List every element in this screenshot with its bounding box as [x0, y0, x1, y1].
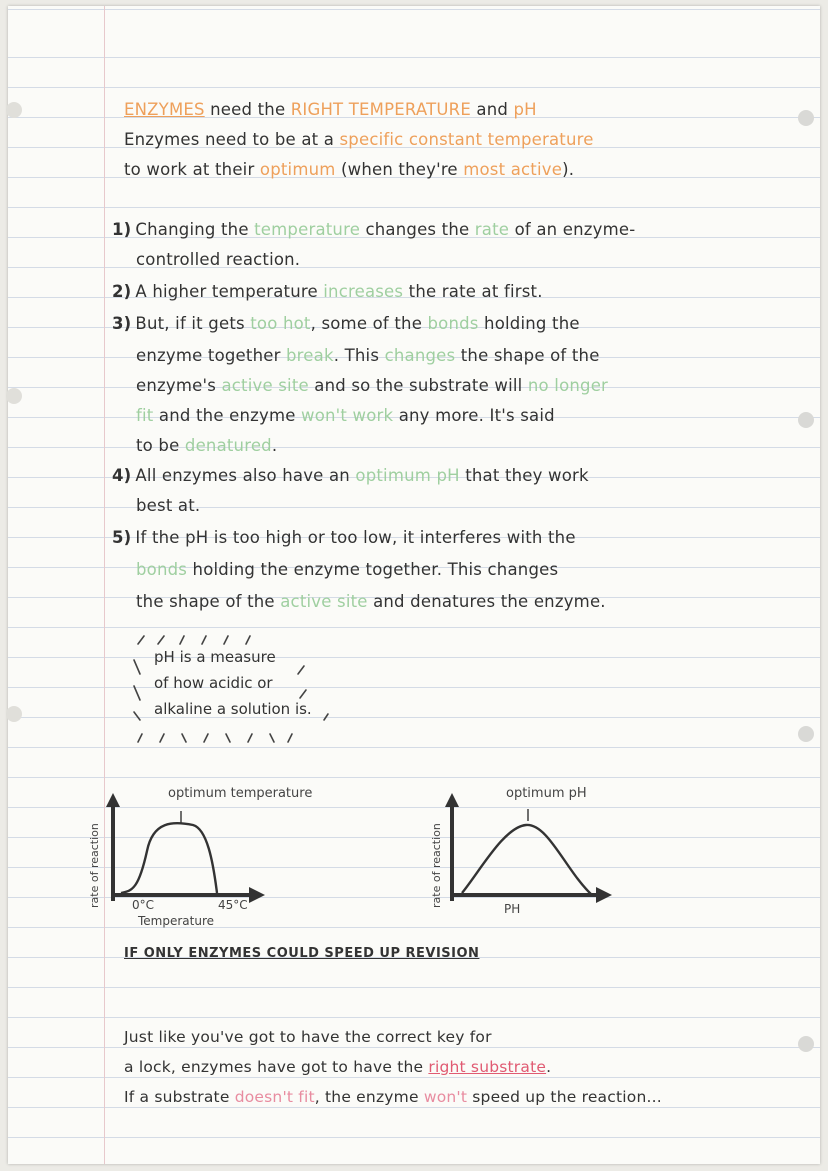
- point-highlight: no longer: [527, 376, 609, 395]
- notebook-page: [8, 6, 820, 1164]
- footer-line-2: [124, 1058, 790, 1076]
- intro-line-1: [124, 130, 790, 149]
- title-right-temperature: RIGHT TEMPERATURE: [290, 100, 471, 119]
- point-text: of an enzyme-: [509, 220, 636, 239]
- footer-text: speed up the reaction...: [467, 1088, 662, 1106]
- title-ph: pH: [513, 100, 537, 119]
- point-highlight: rate: [474, 220, 510, 239]
- intro-text: ).: [562, 160, 575, 179]
- title-enzymes: ENZYMES: [124, 100, 205, 119]
- point-text: the shape of the: [136, 592, 281, 611]
- footer-highlight: doesn't fit: [234, 1088, 315, 1106]
- graph-ph-curve: [462, 825, 592, 895]
- binder-ring: [798, 726, 814, 742]
- point-highlight: active site: [280, 592, 368, 611]
- binder-ring: [798, 110, 814, 126]
- footer-heading: [124, 946, 790, 961]
- intro-highlight: most active: [463, 160, 563, 179]
- intro-text: to work at their: [124, 160, 260, 179]
- point-text: If the pH is too high or too low, it interferes with the: [135, 528, 576, 547]
- point-number: 5): [112, 528, 132, 547]
- footer-text: If a substrate: [124, 1088, 235, 1106]
- graph-ph-xlabel: PH: [504, 902, 521, 916]
- footer-line-3: [124, 1088, 790, 1106]
- footer-highlight: won't: [423, 1088, 468, 1106]
- point-highlight: too hot: [250, 314, 311, 333]
- punch-hole: [6, 706, 22, 722]
- point-3-line-3: [136, 376, 790, 395]
- point-text: changes the: [360, 220, 475, 239]
- point-highlight: changes: [384, 346, 456, 365]
- graph-ph-ylabel: rate of reaction: [430, 823, 443, 908]
- point-1-line-1: [112, 220, 790, 239]
- graph-temp-y-arrow: [106, 793, 120, 807]
- intro-text: (when they're: [335, 160, 464, 179]
- margin-line: [104, 6, 105, 1164]
- footer-line-1: [124, 1028, 790, 1046]
- point-text: that they work: [459, 466, 589, 485]
- footer-text: the correct key: [344, 1028, 465, 1046]
- graph-temp-x-arrow: [249, 887, 265, 903]
- point-4-line-2: [136, 496, 790, 515]
- graph-ph-x-arrow: [596, 887, 612, 903]
- point-text: controlled reaction.: [136, 250, 301, 269]
- point-3-line-5: [136, 436, 790, 455]
- point-5-line-3: [136, 592, 790, 611]
- point-highlight: break: [286, 346, 334, 365]
- graph-ph-y-arrow: [445, 793, 459, 807]
- point-2: [112, 282, 790, 301]
- point-text: and so the substrate will: [308, 376, 528, 395]
- graph-temp-tick-0: 0°C: [132, 898, 155, 912]
- point-highlight: fit: [136, 406, 154, 425]
- ph-note-line: alkaline a solution is.: [154, 700, 312, 718]
- point-text: to be: [136, 436, 185, 455]
- point-text: All enzymes also have an: [135, 466, 356, 485]
- point-text: But, if it gets: [135, 314, 251, 333]
- point-text: the shape of the: [455, 346, 600, 365]
- ph-note: [128, 634, 348, 754]
- point-highlight: denatured: [184, 436, 272, 455]
- point-3-line-4: [136, 406, 790, 425]
- point-highlight: bonds: [136, 560, 188, 579]
- title-text: need the: [204, 100, 291, 119]
- title-text: and: [470, 100, 514, 119]
- point-number: 4): [112, 466, 132, 485]
- punch-hole: [6, 102, 22, 118]
- point-highlight: optimum pH: [355, 466, 460, 485]
- point-highlight: increases: [323, 282, 404, 301]
- intro-highlight: specific constant temperature: [339, 130, 594, 149]
- binder-ring: [798, 412, 814, 428]
- footer-text: a lock, enzymes have got to have the: [124, 1058, 429, 1076]
- graph-temp-ylabel: rate of reaction: [88, 823, 101, 908]
- point-1-line-2: [136, 250, 790, 269]
- footer-text: .: [546, 1058, 552, 1076]
- point-text: , some of the: [310, 314, 428, 333]
- point-text: the rate at first.: [403, 282, 543, 301]
- point-3-line-2: [136, 346, 790, 365]
- point-text: A higher temperature: [135, 282, 324, 301]
- point-highlight: temperature: [254, 220, 361, 239]
- point-text: best at.: [136, 496, 201, 515]
- graph-temp-xlabel: Temperature: [138, 914, 215, 928]
- point-text: and denatures the enzyme.: [367, 592, 606, 611]
- footer-text: Just like you've got to have: [124, 1028, 345, 1046]
- intro-line-2: [124, 160, 790, 179]
- point-highlight: bonds: [427, 314, 479, 333]
- intro-highlight: optimum: [259, 160, 336, 179]
- graph-ph-title: optimum pH: [506, 786, 587, 801]
- graph-temp-tick-45: 45°C: [218, 898, 248, 912]
- point-highlight: won't work: [301, 406, 394, 425]
- binder-ring: [798, 1036, 814, 1052]
- point-number: 2): [112, 282, 132, 301]
- point-number: 1): [112, 220, 132, 239]
- graph-ph-plot: [440, 791, 640, 921]
- intro-text: Enzymes need to be at a: [124, 130, 340, 149]
- point-5-line-1: [112, 528, 790, 547]
- point-text: any more. It's said: [393, 406, 555, 425]
- point-4-line-1: [112, 466, 790, 485]
- point-text: and the enzyme: [153, 406, 302, 425]
- punch-hole: [6, 388, 22, 404]
- point-text: enzyme together: [136, 346, 286, 365]
- point-text: holding the: [478, 314, 580, 333]
- point-text: . This: [333, 346, 385, 365]
- point-text: holding the enzyme together. This changes: [187, 560, 559, 579]
- point-number: 3): [112, 314, 132, 333]
- ph-note-line: pH is a measure: [154, 648, 276, 666]
- point-text: .: [271, 436, 278, 455]
- point-text: Changing the: [135, 220, 255, 239]
- footer-highlight: right substrate: [428, 1058, 547, 1076]
- footer-text: for: [464, 1028, 492, 1046]
- ph-note-line: of how acidic or: [154, 674, 273, 692]
- point-text: enzyme's: [136, 376, 222, 395]
- point-3-line-1: [112, 314, 790, 333]
- graph-temp-curve: [121, 823, 217, 893]
- footer-heading-text: IF ONLY ENZYMES COULD SPEED UP REVISION: [124, 946, 480, 961]
- point-highlight: active site: [221, 376, 309, 395]
- point-5-line-2: [136, 560, 790, 579]
- footer-text: , the enzyme: [314, 1088, 424, 1106]
- page-title: [124, 100, 790, 119]
- graph-temp-title: optimum temperature: [168, 786, 313, 801]
